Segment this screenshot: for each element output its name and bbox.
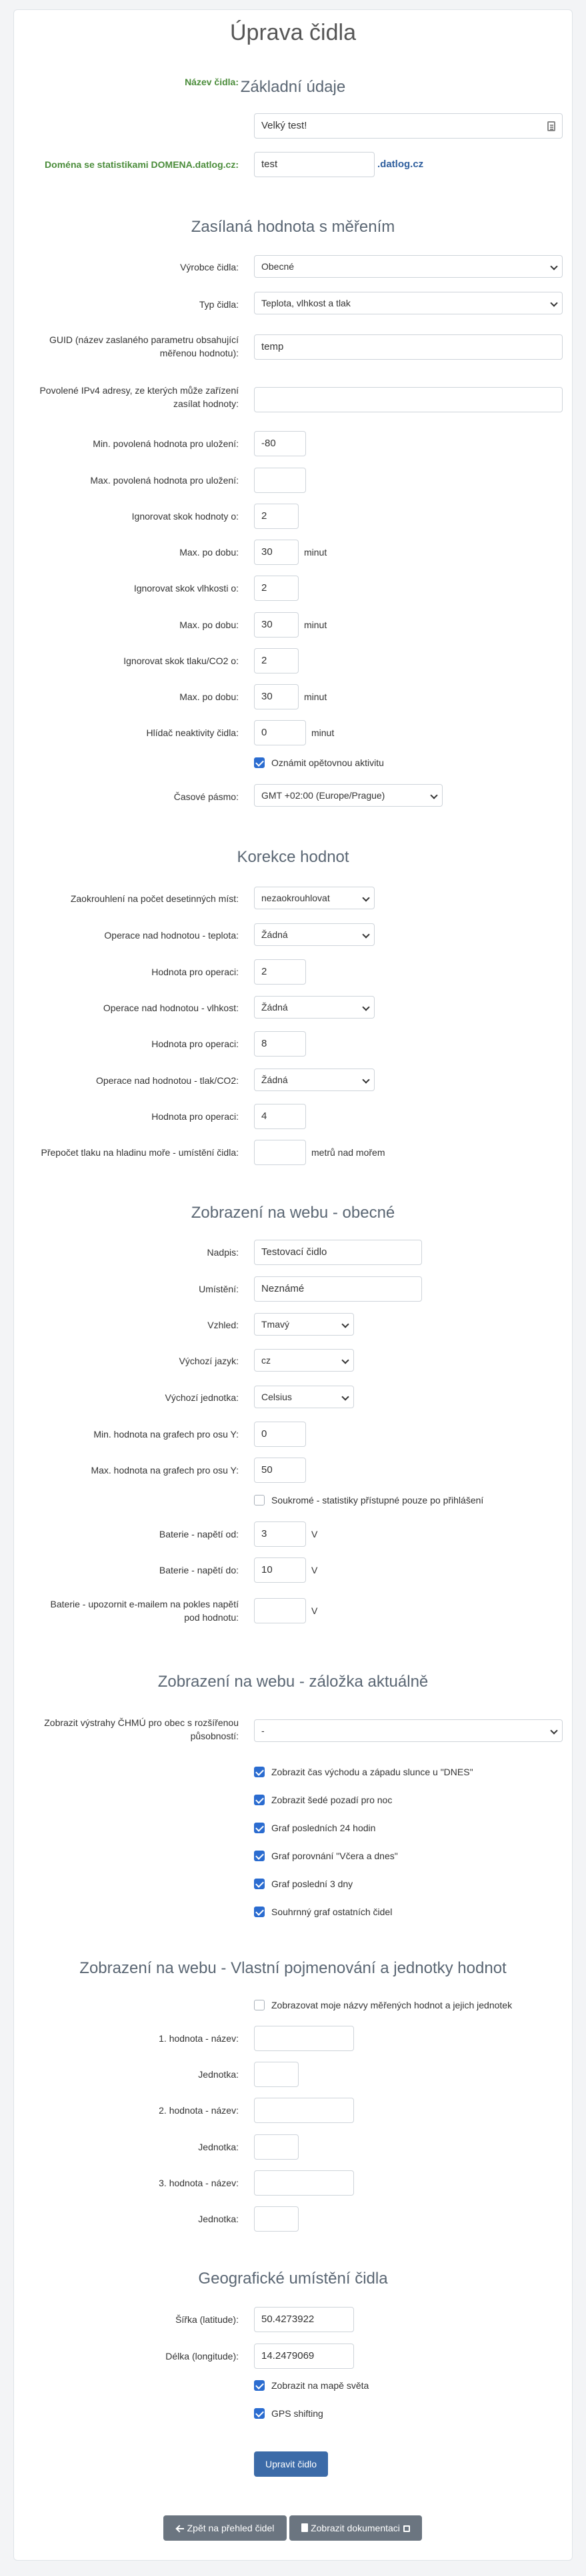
back-button[interactable]: Zpět na přehled čidel [163, 2515, 287, 2541]
round-select[interactable]: nezaokrouhlovat [254, 887, 375, 909]
autofill-icon [547, 121, 555, 131]
op-temp-select[interactable]: Žádná [254, 923, 375, 946]
battery-mail-input[interactable] [254, 1598, 306, 1623]
type-label: Typ čidla: [199, 299, 239, 310]
manufacturer-label: Výrobce čidla: [180, 262, 239, 272]
sea-level-label: Přepočet tlaku na hladinu moře - umístění čidla: [41, 1147, 239, 1158]
longitude-label: Délka (longitude): [165, 2351, 239, 2361]
min-input[interactable]: -80 [254, 431, 306, 456]
value2-name-input[interactable] [254, 2098, 354, 2123]
chevron-down-icon [341, 1393, 349, 1400]
section-title-web-custom: Zobrazení na webu - Vlastní pojmenování a jednotky hodnot [79, 1959, 507, 1977]
skip-pressure-input[interactable]: 2 [254, 648, 299, 673]
chevron-down-icon [550, 299, 557, 306]
volt-unit: V [311, 1565, 318, 1575]
checkbox-checked-icon [254, 1823, 265, 1833]
value1-name-input[interactable] [254, 2026, 354, 2051]
domain-input[interactable]: test [254, 152, 375, 177]
val-humidity-label: Hodnota pro operaci: [151, 1039, 239, 1049]
language-label: Výchozí jazyk: [179, 1356, 239, 1366]
ipv4-input[interactable] [254, 387, 563, 412]
value3-name-input[interactable] [254, 2170, 354, 2196]
max-input[interactable] [254, 468, 306, 493]
minutes-unit: minut [311, 727, 335, 738]
battery-from-label: Baterie - napětí od: [159, 1529, 239, 1539]
section-title-correction: Korekce hodnot [237, 848, 349, 866]
value2-name-label: 2. hodnota - název: [159, 2105, 239, 2116]
manufacturer-select[interactable]: Obecné [254, 255, 563, 278]
heading-input[interactable]: Testovací čidlo [254, 1240, 422, 1265]
value3-unit-label: Jednotka: [198, 2214, 239, 2224]
heading-label: Nadpis: [207, 1247, 239, 1258]
unit-label: Výchozí jednotka: [165, 1392, 239, 1403]
ymax-input[interactable]: 50 [254, 1458, 306, 1483]
type-select[interactable]: Teplota, vlhkost a tlak [254, 292, 563, 314]
checkbox-checked-icon [254, 1879, 265, 1889]
minutes-unit: minut [304, 620, 327, 630]
language-select[interactable]: cz [254, 1349, 354, 1372]
skip-input[interactable]: 2 [254, 504, 299, 529]
ymin-label: Min. hodnota na grafech pro osu Y: [93, 1429, 239, 1440]
value2-unit-label: Jednotka: [198, 2142, 239, 2152]
chevron-down-icon [362, 931, 369, 938]
external-link-icon [403, 2525, 410, 2532]
timezone-select[interactable]: GMT +02:00 (Europe/Prague) [254, 784, 443, 807]
warnings-label: Zobrazit výstrahy ČHMÚ pro obec s rozšířenou působností: [44, 1717, 239, 1741]
latitude-label: Šířka (latitude): [175, 2314, 239, 2325]
warnings-select[interactable]: - [254, 1719, 563, 1742]
chevron-down-icon [430, 791, 437, 799]
chevron-down-icon [550, 1727, 557, 1734]
op-humidity-label: Operace nad hodnotou - vlhkost: [103, 1003, 239, 1013]
battery-to-label: Baterie - napětí do: [159, 1565, 239, 1575]
val-temp-input[interactable]: 2 [254, 959, 306, 985]
val-pressure-input[interactable]: 4 [254, 1104, 306, 1129]
chevron-down-icon [341, 1356, 349, 1364]
file-icon [301, 2523, 308, 2532]
battery-from-input[interactable]: 3 [254, 1521, 306, 1547]
ymin-input[interactable]: 0 [254, 1422, 306, 1447]
inactivity-label: Hlídač neaktivity čidla: [146, 727, 239, 738]
op-pressure-select[interactable]: Žádná [254, 1069, 375, 1091]
location-input[interactable]: Neznámé [254, 1276, 422, 1302]
checkbox-checked-icon [254, 2380, 265, 2391]
name-label: Název čidla: [185, 77, 239, 87]
section-title-basic: Základní údaje [240, 78, 346, 96]
name-input[interactable]: Velký test! [254, 113, 563, 139]
section-title-measured: Zasílaná hodnota s měřením [191, 218, 395, 236]
skip-humidity-time-label: Max. po dobu: [179, 620, 239, 630]
volt-unit: V [311, 1529, 318, 1539]
inactivity-input[interactable]: 0 [254, 720, 306, 745]
val-temp-label: Hodnota pro operaci: [151, 967, 239, 977]
chevron-down-icon [362, 894, 369, 901]
section-title-geo: Geografické umístění čidla [198, 2270, 388, 2288]
chevron-down-icon [362, 1076, 369, 1083]
checkbox-checked-icon [254, 1767, 265, 1777]
domain-label: Doména se statistikami DOMENA.datlog.cz: [45, 159, 239, 170]
checkbox-checked-icon [254, 1795, 265, 1805]
sea-level-input[interactable] [254, 1140, 306, 1165]
value2-unit-input[interactable] [254, 2134, 299, 2160]
minutes-unit: minut [304, 691, 327, 702]
skip-time-input[interactable]: 30 [254, 540, 299, 565]
op-temp-label: Operace nad hodnotou - teplota: [104, 930, 239, 941]
section-title-web-general: Zobrazení na webu - obecné [191, 1204, 395, 1222]
checkbox-checked-icon [254, 757, 265, 768]
val-humidity-input[interactable]: 8 [254, 1031, 306, 1057]
checkbox-checked-icon [254, 1851, 265, 1861]
battery-mail-label: Baterie - upozornit e-mailem na pokles napětí pod hodnotu: [50, 1599, 239, 1623]
checkbox-checked-icon [254, 1907, 265, 1917]
timezone-label: Časové pásmo: [173, 791, 239, 802]
ipv4-label: Povolené IPv4 adresy, ze kterých může zařízení zasílat hodnoty: [39, 385, 239, 409]
page-title: Úprava čidla [230, 20, 356, 45]
longitude-input[interactable]: 14.2479069 [254, 2344, 354, 2369]
minutes-unit: minut [304, 547, 327, 558]
value3-name-label: 3. hodnota - název: [159, 2178, 239, 2188]
op-humidity-select[interactable]: Žádná [254, 996, 375, 1019]
value1-name-label: 1. hodnota - název: [159, 2033, 239, 2044]
skip-humidity-label: Ignorovat skok vlhkosti o: [133, 583, 239, 594]
checkbox-unchecked-icon [254, 2000, 265, 2010]
submit-button[interactable]: Upravit čidlo [254, 2451, 328, 2477]
skip-humidity-input[interactable]: 2 [254, 576, 299, 601]
domain-suffix: .datlog.cz [377, 159, 424, 170]
section-title-web-current: Zobrazení na webu - záložka aktuálně [157, 1673, 429, 1691]
unit-select[interactable]: Celsius [254, 1386, 354, 1408]
chevron-down-icon [341, 1320, 349, 1328]
skip-label: Ignorovat skok hodnoty o: [131, 511, 239, 522]
skip-pressure-time-label: Max. po dobu: [179, 691, 239, 702]
chevron-down-icon [550, 262, 557, 270]
value1-unit-input[interactable] [254, 2062, 299, 2087]
value1-unit-label: Jednotka: [198, 2069, 239, 2080]
ymax-label: Max. hodnota na grafech pro osu Y: [91, 1465, 239, 1476]
guid-label: GUID (název zaslaného parametru obsahující měřenou hodnotu): [49, 334, 239, 358]
battery-to-input[interactable]: 10 [254, 1557, 306, 1583]
look-label: Vzhled: [207, 1320, 239, 1330]
volt-unit: V [311, 1605, 318, 1616]
location-label: Umístění: [199, 1284, 239, 1294]
guid-input[interactable]: temp [254, 334, 563, 360]
arrow-left-icon [176, 2525, 184, 2532]
min-label: Min. povolená hodnota pro uložení: [93, 438, 239, 449]
docs-button[interactable]: Zobrazit dokumentaci [289, 2515, 422, 2541]
skip-humidity-time-input[interactable]: 30 [254, 612, 299, 638]
sea-level-unit: metrů nad mořem [311, 1147, 385, 1158]
skip-pressure-label: Ignorovat skok tlaku/CO2 o: [123, 655, 239, 666]
val-pressure-label: Hodnota pro operaci: [151, 1111, 239, 1122]
round-label: Zaokrouhlení na počet desetinných míst: [70, 893, 239, 904]
value3-unit-input[interactable] [254, 2206, 299, 2232]
checkbox-unchecked-icon [254, 1495, 265, 1505]
skip-time-label: Max. po dobu: [179, 547, 239, 558]
checkbox-checked-icon [254, 2408, 265, 2419]
max-label: Max. povolená hodnota pro uložení: [90, 475, 239, 486]
op-pressure-label: Operace nad hodnotou - tlak/CO2: [95, 1075, 239, 1086]
latitude-input[interactable]: 50.4273922 [254, 2307, 354, 2332]
skip-pressure-time-input[interactable]: 30 [254, 684, 299, 709]
look-select[interactable]: Tmavý [254, 1313, 354, 1336]
chevron-down-icon [362, 1003, 369, 1011]
